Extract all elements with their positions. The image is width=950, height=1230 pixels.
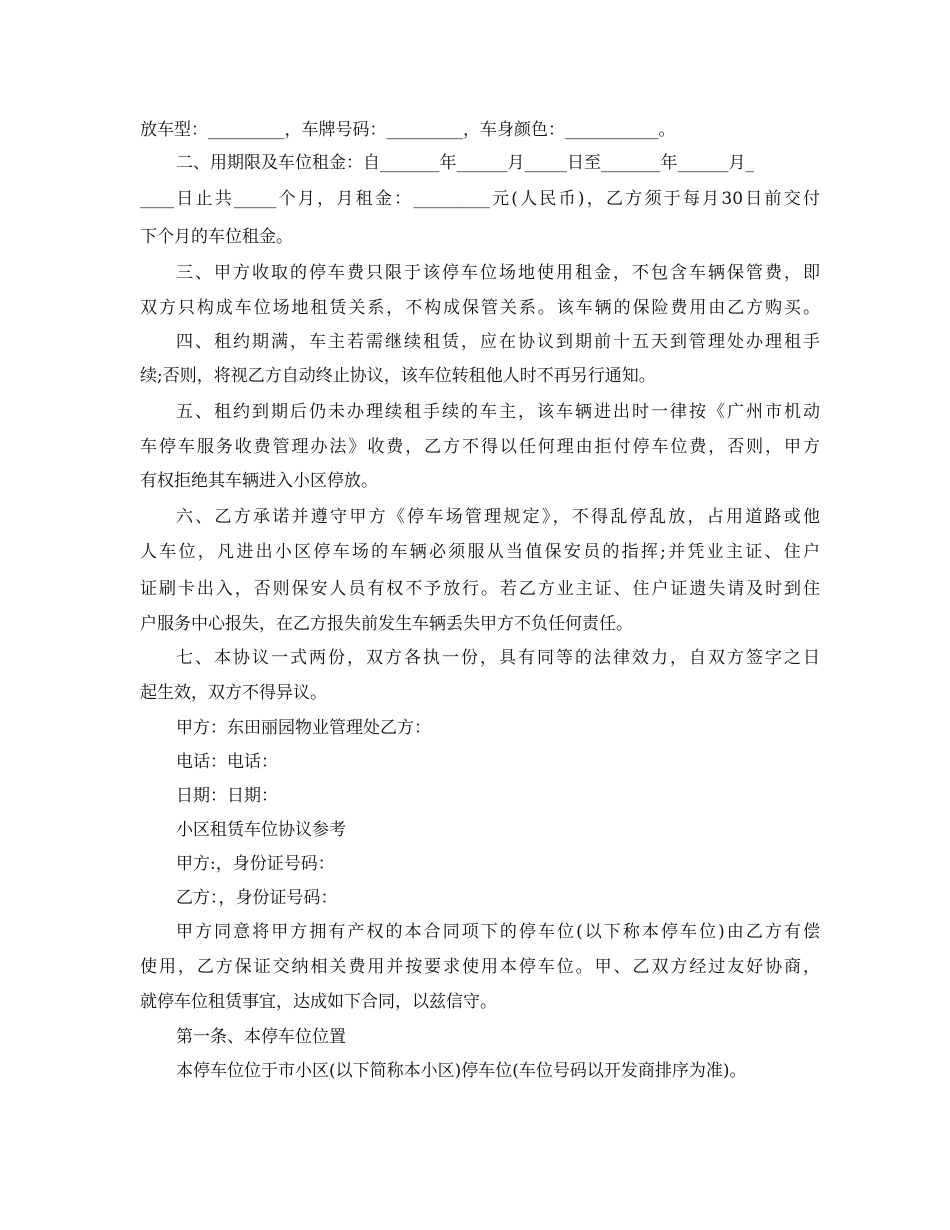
text-line-13: 人车位，凡进出小区停车场的车辆必须服从当值保安员的指挥;并凭业主证、住户 [140, 542, 820, 562]
text-line-1: 放车型：_________，车牌号码：_________，车身颜色：___________。 [140, 120, 676, 140]
text-line-19: 电话：电话： [176, 752, 278, 772]
text-line-10: 车停车服务收费管理办法》收费，乙方不得以任何理由拒付停车位费，否则，甲方 [140, 437, 820, 457]
text-line-21: 小区租赁车位协议参考 [176, 820, 346, 840]
text-line-8: 续;否则，将视乙方自动终止协议，该车位转租他人时不再另行通知。 [140, 366, 656, 386]
text-line-28: 本停车位位于市小区(以下简称本小区)停车位(车位号码以开发商排序为准)。 [176, 1061, 747, 1081]
text-line-9: 五、租约到期后仍未办理续租手续的车主，该车辆进出时一律按《广州市机动 [176, 402, 820, 422]
text-line-17: 起生效，双方不得异议。 [140, 683, 327, 703]
text-line-26: 就停车位租赁事宜，达成如下合同，以兹信守。 [140, 992, 497, 1012]
text-line-2: 二、用期限及车位租金：自_______年______月_____日至_______年______月_ [176, 153, 754, 173]
text-line-5: 三、甲方收取的停车费只限于该停车位场地使用租金，不包含车辆保管费，即 [176, 263, 820, 283]
text-line-16: 七、本协议一式两份，双方各执一份，具有同等的法律效力，自双方签字之日 [176, 648, 820, 668]
text-line-4: 下个月的车位租金。 [140, 227, 293, 247]
text-line-12: 六、乙方承诺并遵守甲方《停车场管理规定》，不得乱停乱放，占用道路或他 [176, 507, 820, 527]
text-line-22: 甲方:，身份证号码： [176, 854, 335, 874]
text-line-25: 使用，乙方保证交纳相关费用并按要求使用本停车位。甲、乙双方经过友好协商， [140, 957, 820, 977]
text-line-6: 双方只构成车位场地租赁关系，不构成保管关系。该车辆的保险费用由乙方购买。 [140, 298, 820, 318]
text-line-27: 第一条、本停车位位置 [176, 1027, 346, 1047]
text-line-7: 四、租约期满，车主若需继续租赁，应在协议到期前十五天到管理处办理租手 [176, 332, 820, 352]
text-line-14: 证刷卡出入，否则保安人员有权不予放行。若乙方业主证、住户证遗失请及时到住 [140, 579, 820, 599]
text-line-3: ____日止共_____个月，月租金：_________元(人民币)，乙方须于每月30日前交付 [140, 189, 820, 209]
text-line-15: 户服务中心报失，在乙方报失前发生车辆丢失甲方不负任何责任。 [140, 614, 633, 634]
text-line-20: 日期：日期： [176, 786, 278, 806]
text-line-23: 乙方：，身份证号码： [176, 888, 338, 908]
text-line-18: 甲方：东田丽园物业管理处乙方： [176, 718, 431, 738]
text-line-11: 有权拒绝其车辆进入小区停放。 [140, 471, 378, 491]
text-line-24: 甲方同意将甲方拥有产权的本合同项下的停车位(以下称本停车位)由乙方有偿 [176, 922, 820, 942]
